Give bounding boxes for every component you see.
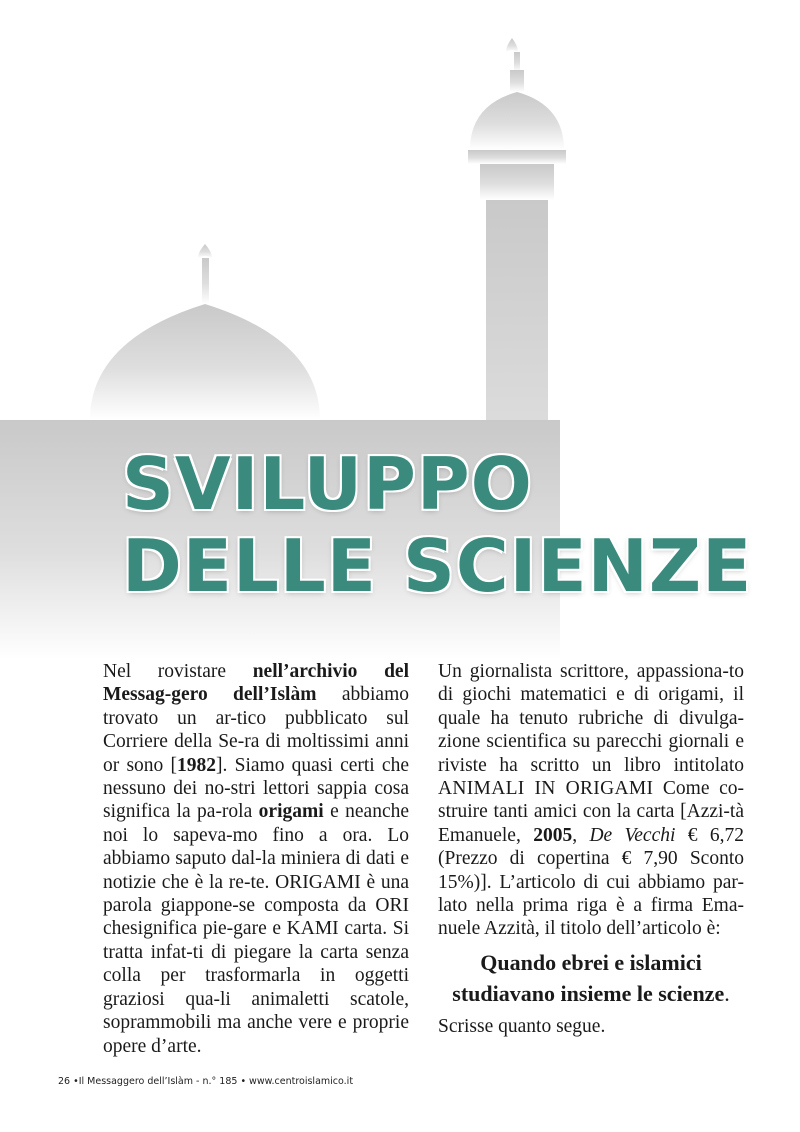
right-paragraph	[438, 660, 744, 941]
publisher-name: De Vecchi	[589, 824, 676, 846]
body-text: ]. Siamo quasi certi che nessuno dei no-stri lettori sappia cosa significa la pa-rola	[103, 754, 409, 823]
body-text: Come co-struire tanti amici con la carta [Azzi-tà Emanuele,	[438, 778, 744, 846]
quoted-title-period: .	[724, 980, 730, 1006]
book-year: 2005	[533, 824, 573, 846]
body-text: e neanche noi lo sapeva-mo fino a ora. Lo abbiamo saputo dal-la miniera di dati e notizie che è la re-te. ORIGAMI è una parola giappone-se composta da ORI chesignifica pie-gare e KAMI carta. Si tratta infat-ti di piegare la carta senza colla per trasformarla in oggetti graziosi qua-li animaletti scatole, soprammobili ma anche vere e proprie opere d’arte.	[103, 801, 410, 1057]
book-title: ANIMALI IN ORIGAMI	[438, 778, 654, 800]
origami-highlight: origami	[258, 801, 324, 823]
article-title-line-2: DELLE SCIENZE	[122, 524, 753, 608]
quoted-title-line-2: studiavano insieme le scienze	[452, 980, 725, 1006]
quoted-title-line-1: Quando ebrei e islamici	[480, 949, 702, 975]
page-footer: 26 •Il Messaggero dell’Islàm - n.° 185 • www.centroislamico.it	[58, 1076, 354, 1087]
year-highlight: 1982	[177, 754, 217, 776]
left-paragraph	[103, 660, 409, 1058]
body-text: Un giornalista scrittore, appassiona-to di giochi matematici e di origami, il quale ha tenuto rubriche di divulga-zione scientifica su parecchi giornali e riviste ha scritto un libro intitolato	[438, 661, 744, 776]
right-column	[438, 660, 744, 1038]
body-text: ,	[572, 824, 590, 846]
body-text: € 6,72 (Prezzo di copertina € 7,90 Sconto 15%)]. L’articolo di cui abbiamo par-lato nella prima riga è a firma Ema-nuele Azzità, il titolo dell’articolo è:	[438, 824, 745, 940]
archive-highlight: nell’archivio del Messag-gero dell’Islàm	[103, 661, 409, 706]
quoted-article-title	[438, 947, 744, 1009]
closing-line: Scrisse quanto segue.	[438, 1015, 606, 1037]
body-text: abbiamo trovato un ar-tico pubblicato sul Corriere della Se-ra di moltissimi anni or sono [	[103, 684, 409, 776]
left-column	[103, 660, 409, 1058]
body-text: Nel rovistare	[103, 661, 253, 682]
article-title-line-1: SVILUPPO	[122, 442, 533, 526]
